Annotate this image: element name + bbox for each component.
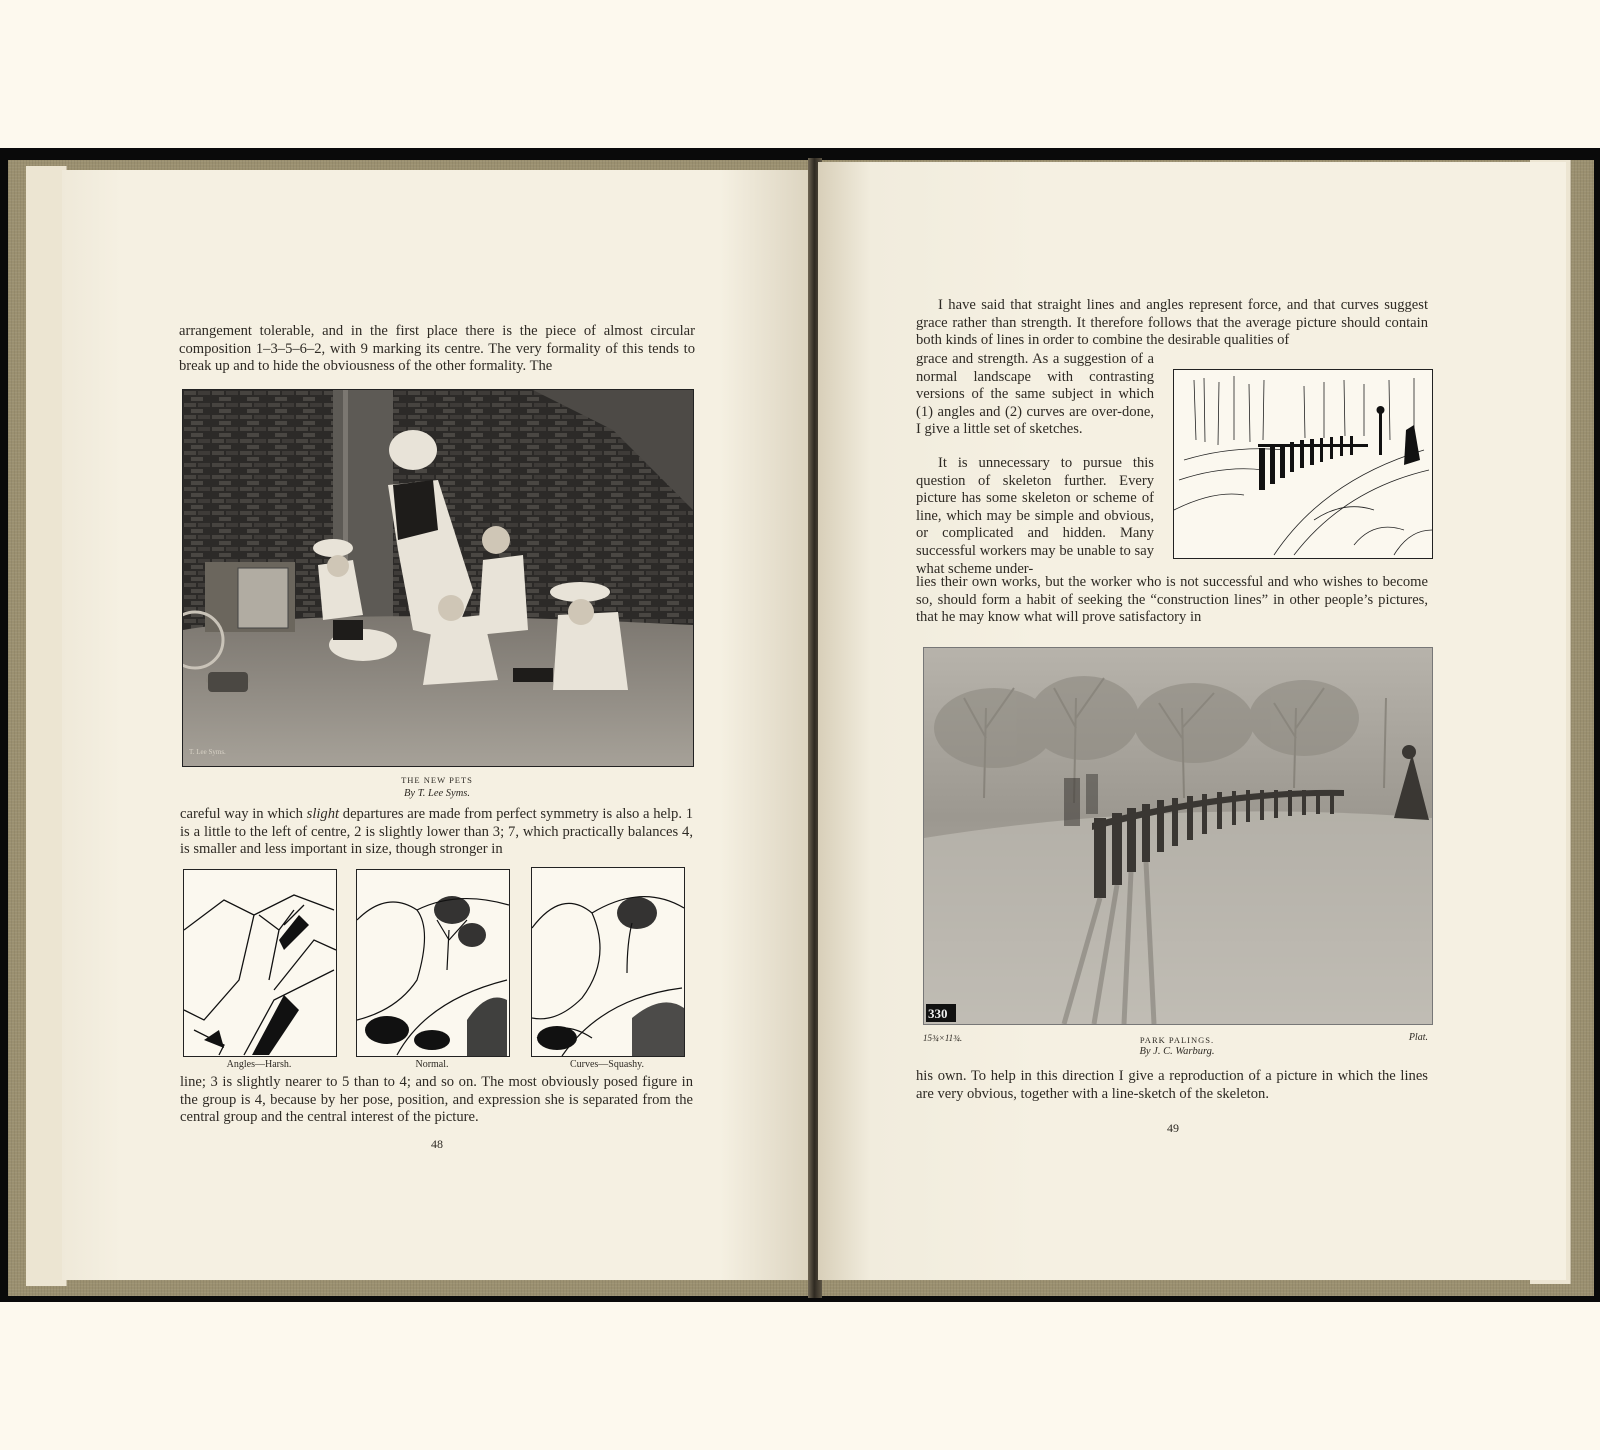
- park-palings-image: [924, 648, 1432, 1024]
- sketch-normal-drawing: [357, 870, 509, 1056]
- page-number-49: 49: [1167, 1121, 1179, 1135]
- right-para-2-wrap: It is unnecessary to pursue this question of skeleton further. Every picture has some skeleton or scheme of line, which may be simple and obvious, or complicated and hidden. Many successful workers may be unable to say what scheme under-: [916, 455, 1154, 577]
- new-pets-photo: [182, 389, 694, 767]
- page-number-48: 48: [431, 1137, 443, 1151]
- new-pets-caption-title: THE NEW PETS: [401, 775, 473, 785]
- sketch-angles: [183, 869, 337, 1057]
- photo-process: Plat.: [1408, 1032, 1428, 1043]
- right-para-1-wrap: grace and strength. As a suggestion of a normal landscape with contrasting versions of the same subject in which (1) angles and (2) curves are over-done, I give a little set of sketches.: [916, 351, 1154, 438]
- park-sketch: [1173, 369, 1433, 559]
- page-edges-left: [26, 166, 67, 1286]
- right-para-2-full: lies their own works, but the worker who is not successful and who wishes to become so, should form a habit of seeking the “construction lines” in other people’s pictures, that he may know what will prove satisfactory in: [916, 574, 1428, 626]
- sketch-curves: [531, 867, 685, 1057]
- left-para-3: line; 3 is slightly nearer to 5 than to 4; and so on. The most obviously posed figure in the group is 4, because by her pose, position, and expression she is separated from the central group and the central interest of the picture.: [180, 1074, 693, 1126]
- new-pets-image: [183, 390, 693, 766]
- new-pets-caption-by: By T. Lee Syms.: [404, 788, 470, 799]
- book-scan: [0, 148, 1600, 1302]
- sketch-label-angles: Angles—Harsh.: [226, 1059, 292, 1070]
- left-page: [62, 170, 810, 1280]
- park-palings-caption-title: PARK PALINGS.: [1139, 1035, 1215, 1045]
- park-palings-photo: [923, 647, 1433, 1025]
- right-page: [818, 162, 1566, 1280]
- park-sketch-drawing: [1174, 370, 1432, 558]
- sketch-curves-drawing: [532, 868, 684, 1056]
- right-para-1-top: I have said that straight lines and angles represent force, and that curves suggest grace rather than strength. It therefore follows that the average picture should contain both kinds of lines in order to combine the desirable qualities of: [916, 297, 1428, 349]
- park-palings-caption-by: By J. C. Warburg.: [1139, 1046, 1215, 1057]
- sketch-label-normal: Normal.: [415, 1059, 449, 1070]
- sketch-normal: [356, 869, 510, 1057]
- para2-start: careful way in which: [180, 806, 307, 822]
- photo-stamp: 330: [928, 1006, 948, 1021]
- para2-italic: slight: [306, 806, 340, 822]
- photo-size: 15¾×11¾.: [923, 1033, 963, 1043]
- photo-signature: T. Lee Syms.: [189, 748, 226, 756]
- sketch-angles-drawing: [184, 870, 336, 1056]
- right-para-3: his own. To help in this direction I give a reproduction of a picture in which the lines are very obvious, together with a line-sketch of the skeleton.: [916, 1068, 1428, 1102]
- left-para-2: [180, 806, 693, 859]
- para2-rest: departures are made from perfect symmetry is also a help. 1 is a little to the left of centre, 2 is slightly lower than 3; 7, which practically balances 4, is smaller and less important in size, though stronger in: [180, 806, 693, 858]
- sketch-label-curves: Curves—Squashy.: [569, 1059, 645, 1070]
- left-para-1: arrangement tolerable, and in the first place there is the piece of almost circular composition 1–3–5–6–2, with 9 marking its centre. The very formality of this tends to break up and to hide the obviousness of the other formality. The: [179, 323, 695, 375]
